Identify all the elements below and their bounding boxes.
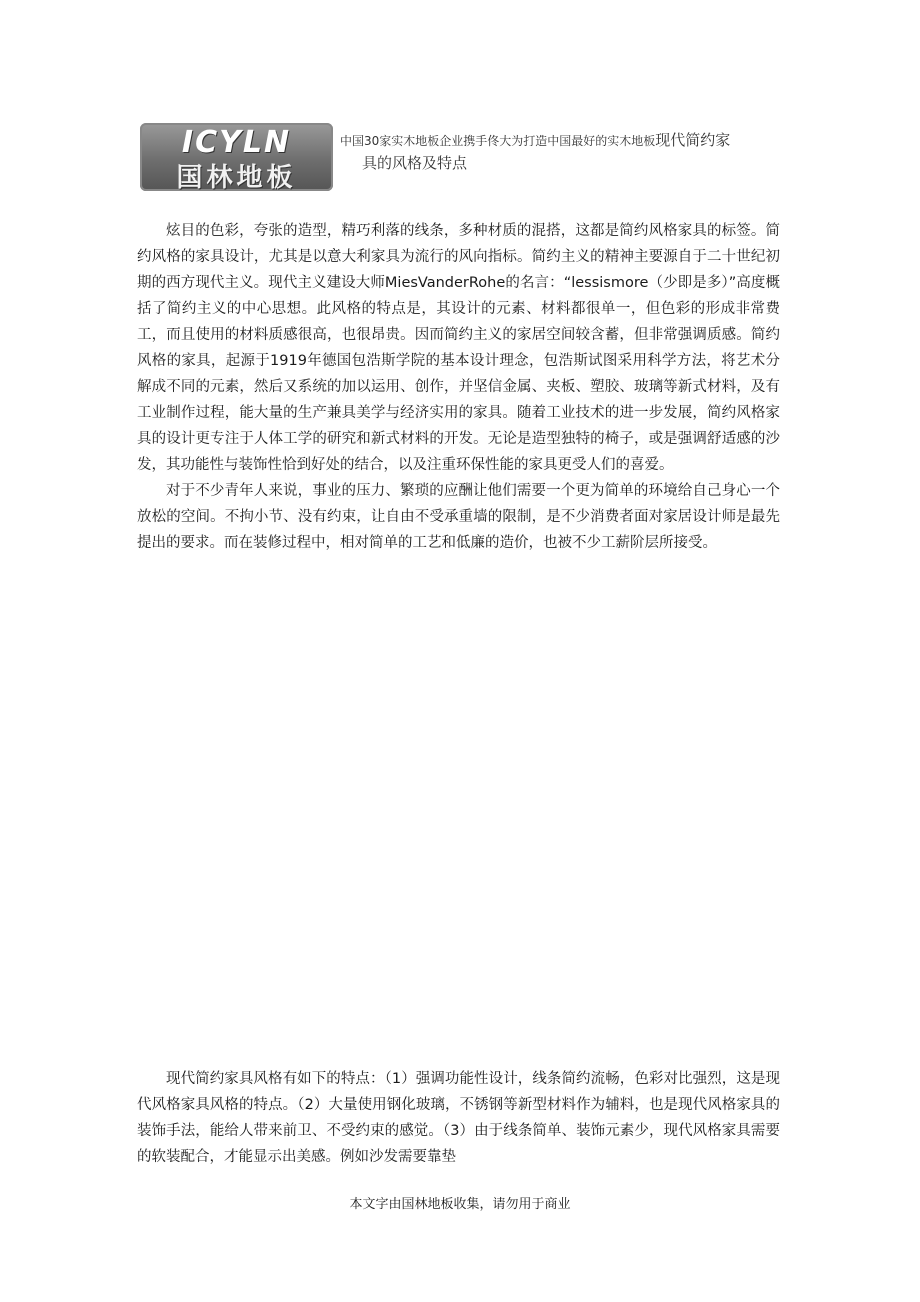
paragraph-young-people: 对于不少青年人来说，事业的压力、繁琐的应酬让他们需要一个更为简单的环境给自己身心一个放松的空间。不拘小节、没有约束，让自由不受承重墙的限制，是不少消费者面对家居设计师是最先提出的要求。而在装修过程中，相对简单的工艺和低廉的造价，也被不少工薪阶层所接受。 [137,483,780,551]
logo-wordmark: ICYLN [181,125,292,160]
title-main-part1: 现代简约家 [655,131,731,149]
document-header [140,123,790,195]
body-section-top [137,218,780,556]
paragraph-characteristics: 现代简约家具风格有如下的特点：（1）强调功能性设计，线条简约流畅，色彩对比强烈，这是现代风格家具风格的特点。（2）大量使用钢化玻璃，不锈钢等新型材料作为辅料，也是现代风格家具的装饰手法，能给人带来前卫、不受约束的感觉。（3）由于线条简单、装饰元素少，现代风格家具需要的软装配合，才能显示出美感。例如沙发需要靠垫 [137,1071,780,1165]
brand-logo [140,123,333,191]
body-section-bottom [137,1066,780,1170]
title-main-part2: 具的风格及特点 [362,154,468,172]
document-title [340,129,780,174]
logo-chinese-name: 国林地板 [176,163,297,191]
title-tagline: 中国30家实木地板企业携手佟大为打造中国最好的实木地板 [340,134,656,148]
paragraph-intro: 炫目的色彩，夸张的造型，精巧利落的线条，多种材质的混搭，这都是简约风格家具的标签。简约风格的家具设计，尤其是以意大利家具为流行的风向指标。简约主义的精神主要源自于二十世纪初期的西方现代主义。现代主义建设大师MiesVanderRohe的名言：“lessismore（少即是多）”高度概括了简约主义的中心思想。此风格的特点是，其设计的元素、材料都很单一，但色彩的形成非常费工，而且使用的材料质感很高，也很昂贵。因而简约主义的家居空间较含蓄，但非常强调质感。简约风格的家具，起源于1919年德国包浩斯学院的基本设计理念，包浩斯试图采用科学方法，将艺术分解成不同的元素，然后又系统的加以运用、创作，并坚信金属、夹板、塑胶、玻璃等新式材料，及有工业制作过程，能大量的生产兼具美学与经济实用的家具。随着工业技术的进一步发展，简约风格家具的设计更专注于人体工学的研究和新式材料的开发。无论是造型独特的椅子，或是强调舒适感的沙发，其功能性与装饰性恰到好处的结合，以及注重环保性能的家具更受人们的喜爱。 [137,223,780,473]
page-footer: 本文字由国林地板收集，请勿用于商业 [349,1197,571,1212]
